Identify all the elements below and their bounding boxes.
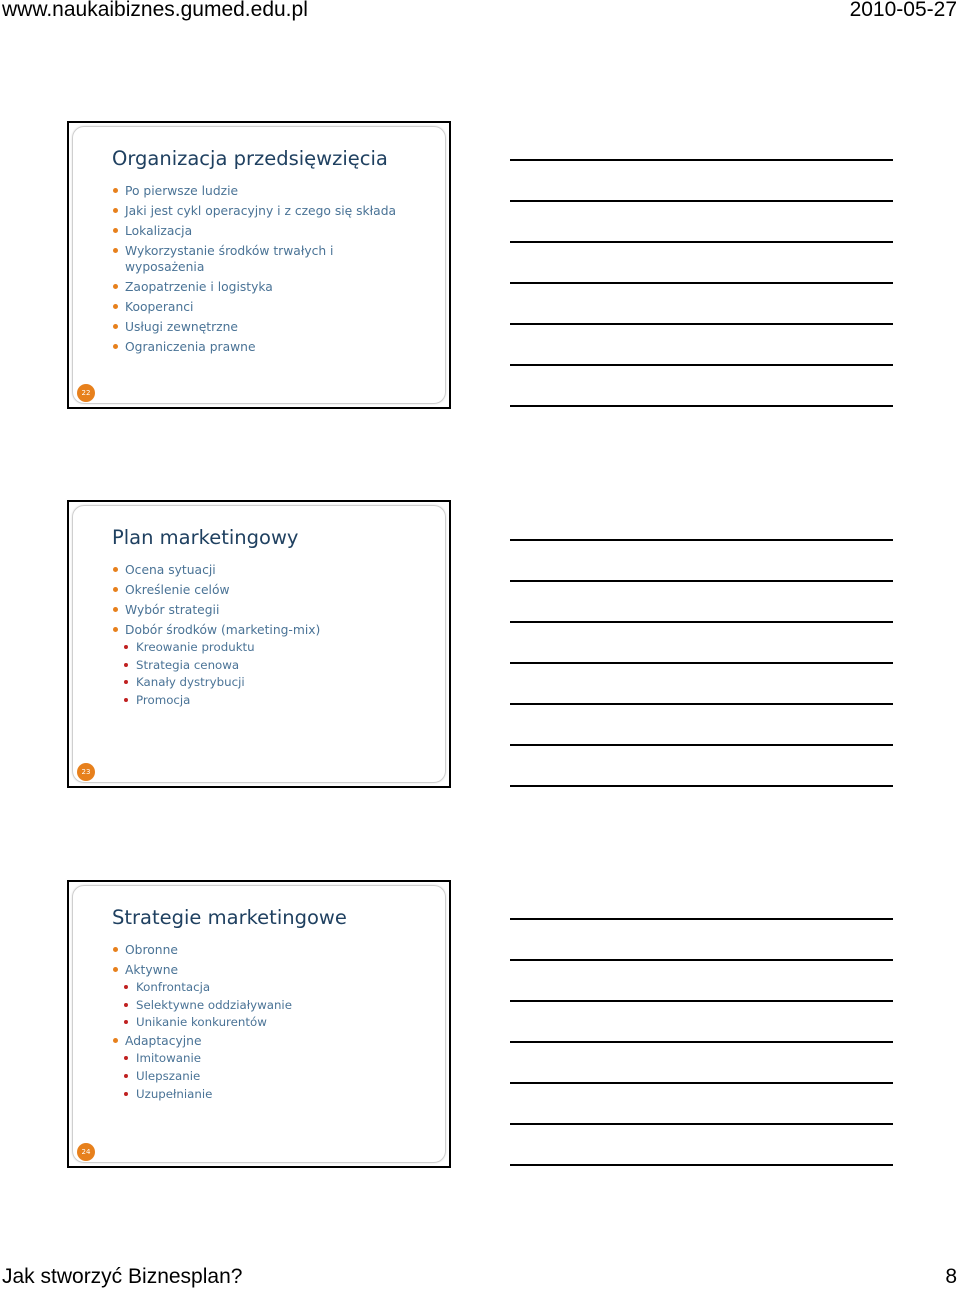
note-line: [510, 918, 893, 920]
sub-bullet-item: Strategia cenowa: [124, 658, 435, 673]
note-line: [510, 621, 893, 623]
bullet-item: Wybór strategii: [113, 602, 435, 618]
sub-bullet-item: Konfrontacja: [124, 980, 435, 995]
bullet-item: Adaptacyjne: [113, 1033, 435, 1049]
note-line: [510, 744, 893, 746]
bullet-list: [113, 183, 435, 359]
sub-bullet-item: Kreowanie produktu: [124, 640, 435, 655]
bullet-list: [113, 942, 435, 1104]
bullet-item: Usługi zewnętrzne: [113, 319, 435, 335]
bullet-item: Jaki jest cykl operacyjny i z czego się składa: [113, 203, 435, 219]
note-line: [510, 1000, 893, 1002]
bullet-item: Ocena sytuacji: [113, 562, 435, 578]
slide-frame: [72, 505, 446, 783]
slide-title: Strategie marketingowe: [112, 906, 347, 929]
note-line: [510, 241, 893, 243]
bullet-list: [113, 562, 435, 711]
note-line: [510, 323, 893, 325]
bullet-item: Lokalizacja: [113, 223, 435, 239]
bullet-item: Aktywne: [113, 962, 435, 978]
bullet-item: Po pierwsze ludzie: [113, 183, 435, 199]
footer-page-number: 8: [945, 1265, 957, 1288]
slide-number-badge: 23: [77, 763, 95, 781]
note-line: [510, 364, 893, 366]
note-line: [510, 959, 893, 961]
slide-title: Organizacja przedsięwzięcia: [112, 147, 388, 170]
bullet-item: Dobór środków (marketing-mix): [113, 622, 435, 638]
footer-title: Jak stworzyć Biznesplan?: [2, 1265, 243, 1288]
sub-bullet-item: Promocja: [124, 693, 435, 708]
slide-number-badge: 24: [77, 1143, 95, 1161]
sub-bullet-item: Ulepszanie: [124, 1069, 435, 1084]
slide-23: [67, 500, 451, 788]
note-line: [510, 662, 893, 664]
note-line: [510, 1164, 893, 1166]
sub-bullet-item: Imitowanie: [124, 1051, 435, 1066]
slide-22: [67, 121, 451, 409]
header-date: 2010-05-27: [849, 0, 957, 21]
slide-number-badge: 22: [77, 384, 95, 402]
slide-frame: [72, 885, 446, 1163]
sub-bullet-item: Selektywne oddziaływanie: [124, 998, 435, 1013]
bullet-item: Wykorzystanie środków trwałych i wyposażenia: [113, 243, 360, 275]
bullet-item: Określenie celów: [113, 582, 435, 598]
slide-24: [67, 880, 451, 1168]
note-line: [510, 1041, 893, 1043]
bullet-item: Obronne: [113, 942, 435, 958]
note-line: [510, 785, 893, 787]
note-line: [510, 200, 893, 202]
slide-frame: [72, 126, 446, 404]
header-site-url: www.naukaibiznes.gumed.edu.pl: [2, 0, 308, 21]
bullet-item: Ograniczenia prawne: [113, 339, 435, 355]
note-line: [510, 1082, 893, 1084]
sub-bullet-item: Uzupełnianie: [124, 1087, 435, 1102]
note-line: [510, 282, 893, 284]
note-line: [510, 159, 893, 161]
slide-title: Plan marketingowy: [112, 526, 299, 549]
note-line: [510, 580, 893, 582]
sub-bullet-item: Unikanie konkurentów: [124, 1015, 435, 1030]
bullet-item: Kooperanci: [113, 299, 435, 315]
note-line: [510, 539, 893, 541]
bullet-item: Zaopatrzenie i logistyka: [113, 279, 435, 295]
note-line: [510, 1123, 893, 1125]
sub-bullet-item: Kanały dystrybucji: [124, 675, 435, 690]
note-line: [510, 405, 893, 407]
note-line: [510, 703, 893, 705]
